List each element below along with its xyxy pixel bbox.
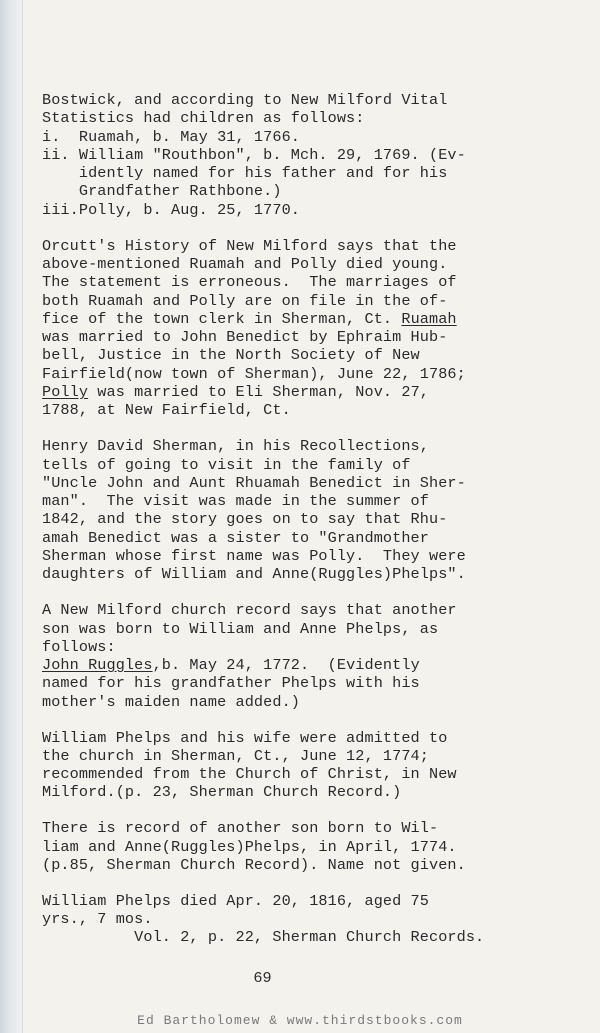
text-line: There is record of another son born to Wil- (42, 819, 439, 838)
paragraph-children-list (42, 91, 587, 219)
text-line: 1842, and the story goes on to say that Rhu- (42, 510, 448, 529)
text-line: idently named for his father and for his (42, 164, 448, 183)
underlined-name-john-ruggles: John Ruggles (42, 656, 153, 675)
document-page (42, 91, 587, 947)
text-line: liam and Anne(Ruggles)Phelps, in April, 1774. (42, 837, 457, 856)
text-line: man". The visit was made in the summer of (42, 492, 429, 511)
underlined-name-polly: Polly (42, 383, 89, 402)
text-line: Vol. 2, p. 22, Sherman Church Records. (42, 928, 485, 947)
text-line: Milford.(p. 23, Sherman Church Record.) (42, 783, 402, 802)
paragraph-orcutt-history (42, 237, 587, 420)
text-line: Sherman whose first name was Polly. They were (42, 547, 466, 566)
text-segment: ,b. May 24, 1772. (Evidently (152, 656, 420, 675)
text-line: the church in Sherman, Ct., June 12, 1774; (42, 746, 429, 765)
text-line: Grandfather Rathbone.) (42, 182, 282, 201)
text-line: iii.Polly, b. Aug. 25, 1770. (42, 200, 300, 219)
page-number: 69 (253, 969, 272, 987)
text-line: A New Milford church record says that another (42, 601, 457, 620)
text-line: Fairfield(now town of Sherman), June 22, 1786; (42, 364, 466, 383)
text-line: Orcutt's History of New Milford says that the (42, 236, 457, 255)
paragraph-another-son (42, 819, 587, 874)
footer-credit: Ed Bartholomew & www.thirdstbooks.com (137, 1013, 463, 1028)
text-segment: fice of the town clerk in Sherman, Ct. (42, 309, 402, 328)
text-line: Statistics had children as follows: (42, 109, 365, 128)
paragraph-recollections (42, 437, 587, 583)
book-binding-edge (0, 0, 23, 1033)
text-line: follows: (42, 637, 116, 656)
text-line: son was born to William and Anne Phelps, as (42, 619, 439, 638)
text-line (42, 383, 587, 401)
text-line: "Uncle John and Aunt Rhuamah Benedict in Sher- (42, 473, 466, 492)
text-line: Bostwick, and according to New Milford Vital (42, 91, 448, 109)
underlined-name-ruamah: Ruamah (401, 309, 457, 328)
text-line: bell, Justice in the North Society of New (42, 346, 420, 365)
text-line: i. Ruamah, b. May 31, 1766. (42, 127, 300, 146)
text-line: Henry David Sherman, in his Recollections, (42, 437, 429, 456)
text-line: named for his grandfather Phelps with his (42, 674, 420, 693)
paragraph-admission (42, 729, 587, 802)
paragraph-death (42, 892, 587, 947)
text-line: above-mentioned Ruamah and Polly died young. (42, 254, 448, 273)
text-line: tells of going to visit in the family of (42, 455, 411, 474)
text-segment: was married to Eli Sherman, Nov. 27, (88, 383, 429, 402)
text-line: The statement is erroneous. The marriages of (42, 273, 457, 292)
text-line: ii. William "Routhbon", b. Mch. 29, 1769. (Ev- (42, 145, 466, 164)
text-line: both Ruamah and Polly are on file in the of- (42, 291, 448, 310)
text-line: recommended from the Church of Christ, in New (42, 765, 457, 784)
text-line: mother's maiden name added.) (42, 692, 300, 711)
text-line: William Phelps died Apr. 20, 1816, aged 75 (42, 891, 429, 910)
text-line: William Phelps and his wife were admitted to (42, 728, 448, 747)
text-line: (p.85, Sherman Church Record). Name not given. (42, 855, 466, 874)
text-line: was married to John Benedict by Ephraim Hub- (42, 328, 448, 347)
text-line: 1788, at New Fairfield, Ct. (42, 401, 291, 420)
text-line (42, 310, 587, 328)
text-line: amah Benedict was a sister to "Grandmother (42, 528, 429, 547)
text-line (42, 656, 587, 674)
text-line: yrs., 7 mos. (42, 910, 153, 929)
paragraph-church-record (42, 601, 587, 711)
text-line: daughters of William and Anne(Ruggles)Phelps". (42, 565, 466, 584)
